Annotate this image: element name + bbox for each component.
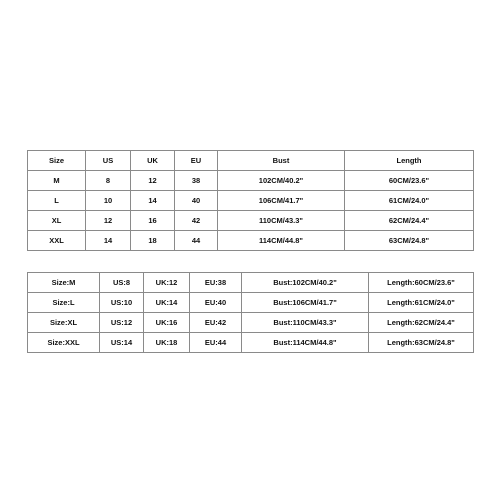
size-chart-labeled-table [27, 272, 474, 353]
cell-eu: 38 [175, 171, 218, 191]
cell-length: Length:60CM/23.6" [369, 273, 474, 293]
header-length: Length [345, 151, 474, 171]
cell-uk: UK:14 [144, 293, 190, 313]
table-row [28, 211, 474, 231]
cell-size: Size:L [28, 293, 100, 313]
cell-eu: EU:40 [190, 293, 242, 313]
cell-size: Size:M [28, 273, 100, 293]
cell-size: XXL [28, 231, 86, 251]
cell-bust: Bust:114CM/44.8" [242, 333, 369, 353]
header-size: Size [28, 151, 86, 171]
header-us: US [86, 151, 131, 171]
cell-uk: 12 [131, 171, 175, 191]
cell-length: 60CM/23.6" [345, 171, 474, 191]
cell-size: Size:XXL [28, 333, 100, 353]
cell-length: Length:61CM/24.0" [369, 293, 474, 313]
cell-length: 63CM/24.8" [345, 231, 474, 251]
cell-us: US:8 [100, 273, 144, 293]
table-row [28, 191, 474, 211]
cell-us: 10 [86, 191, 131, 211]
cell-uk: 16 [131, 211, 175, 231]
cell-length: Length:62CM/24.4" [369, 313, 474, 333]
cell-size: Size:XL [28, 313, 100, 333]
cell-us: 14 [86, 231, 131, 251]
cell-us: 12 [86, 211, 131, 231]
cell-eu: 40 [175, 191, 218, 211]
cell-length: 61CM/24.0" [345, 191, 474, 211]
cell-eu: EU:38 [190, 273, 242, 293]
cell-bust: Bust:102CM/40.2" [242, 273, 369, 293]
table-row [28, 313, 474, 333]
table-header-row [28, 151, 474, 171]
cell-size: L [28, 191, 86, 211]
cell-size: XL [28, 211, 86, 231]
header-eu: EU [175, 151, 218, 171]
cell-eu: 42 [175, 211, 218, 231]
cell-length: 62CM/24.4" [345, 211, 474, 231]
table-row [28, 333, 474, 353]
cell-bust: Bust:110CM/43.3" [242, 313, 369, 333]
cell-us: US:12 [100, 313, 144, 333]
size-chart-table [27, 150, 474, 251]
table-row [28, 231, 474, 251]
table-row [28, 171, 474, 191]
cell-bust: 102CM/40.2" [218, 171, 345, 191]
cell-uk: UK:12 [144, 273, 190, 293]
header-bust: Bust [218, 151, 345, 171]
cell-uk: 14 [131, 191, 175, 211]
cell-us: US:14 [100, 333, 144, 353]
cell-uk: UK:18 [144, 333, 190, 353]
cell-eu: EU:42 [190, 313, 242, 333]
cell-bust: Bust:106CM/41.7" [242, 293, 369, 313]
cell-us: US:10 [100, 293, 144, 313]
cell-uk: 18 [131, 231, 175, 251]
header-uk: UK [131, 151, 175, 171]
cell-us: 8 [86, 171, 131, 191]
cell-uk: UK:16 [144, 313, 190, 333]
cell-bust: 114CM/44.8" [218, 231, 345, 251]
cell-eu: EU:44 [190, 333, 242, 353]
cell-size: M [28, 171, 86, 191]
table-row [28, 293, 474, 313]
cell-length: Length:63CM/24.8" [369, 333, 474, 353]
table-row [28, 273, 474, 293]
cell-bust: 110CM/43.3" [218, 211, 345, 231]
cell-bust: 106CM/41.7" [218, 191, 345, 211]
cell-eu: 44 [175, 231, 218, 251]
